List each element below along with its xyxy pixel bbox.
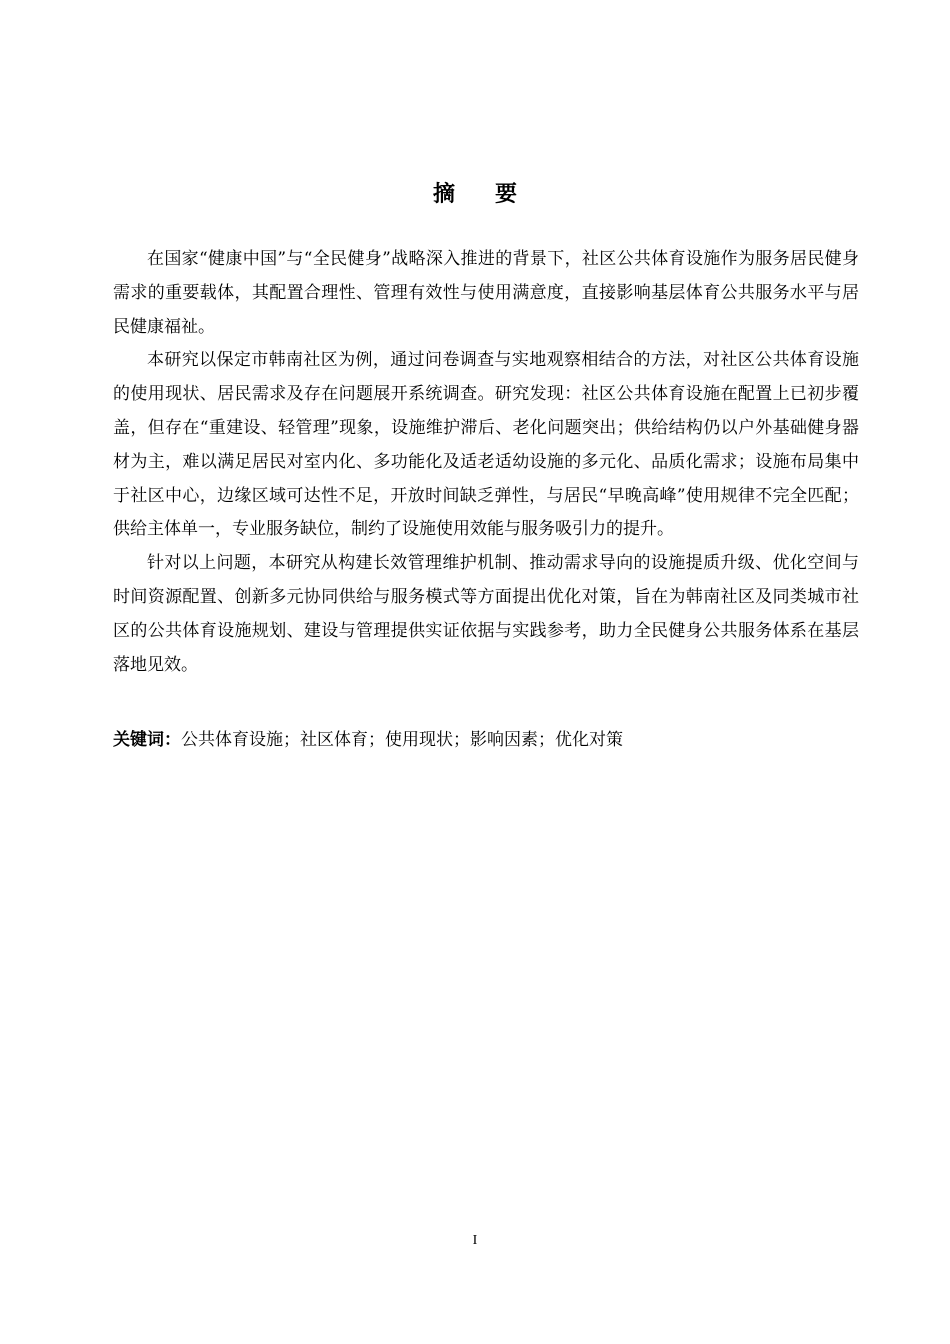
abstract-paragraph-2: 本研究以保定市韩南社区为例，通过问卷调查与实地观察相结合的方法，对社区公共体育设施的使用现状、居民需求及存在问题展开系统调查。研究发现：社区公共体育设施在配置上已初步覆盖，但存在“重建设、轻管理”现象，设施维护滞后、老化问题突出；供给结构仍以户外基础健身器材为主，难以满足居民对室内化、多功能化及适老适幼设施的多元化、品质化需求；设施布局集中于社区中心，边缘区域可达性不足，开放时间缺乏弹性，与居民“早晚高峰”使用规律不完全匹配；供给主体单一，专业服务缺位，制约了设施使用效能与服务吸引力的提升。 [113,350,859,540]
abstract-paragraph-3: 针对以上问题，本研究从构建长效管理维护机制、推动需求导向的设施提质升级、优化空间与时间资源配置、创新多元协同供给与服务模式等方面提出优化对策，旨在为韩南社区及同类城市社区的公共体育设施规划、建设与管理提供实证依据与实践参考，助力全民健身公共服务体系在基层落地见效。 [113,553,859,675]
keywords-text: 公共体育设施；社区体育；使用现状；影响因素；优化对策 [181,730,623,750]
keywords-label: 关键词： [113,730,181,750]
page-number: I [472,1233,478,1248]
abstract-paragraph-1: 在国家“健康中国”与“全民健身”战略深入推进的背景下，社区公共体育设施作为服务居民健身需求的重要载体，其配置合理性、管理有效性与使用满意度，直接影响基层体育公共服务水平与居民健康福祉。 [113,249,859,337]
abstract-body [113,243,859,682]
abstract-title-part2: 要 [495,182,518,207]
abstract-title-part1: 摘 [432,182,455,207]
abstract-title [0,178,950,212]
keywords-line [113,723,859,757]
